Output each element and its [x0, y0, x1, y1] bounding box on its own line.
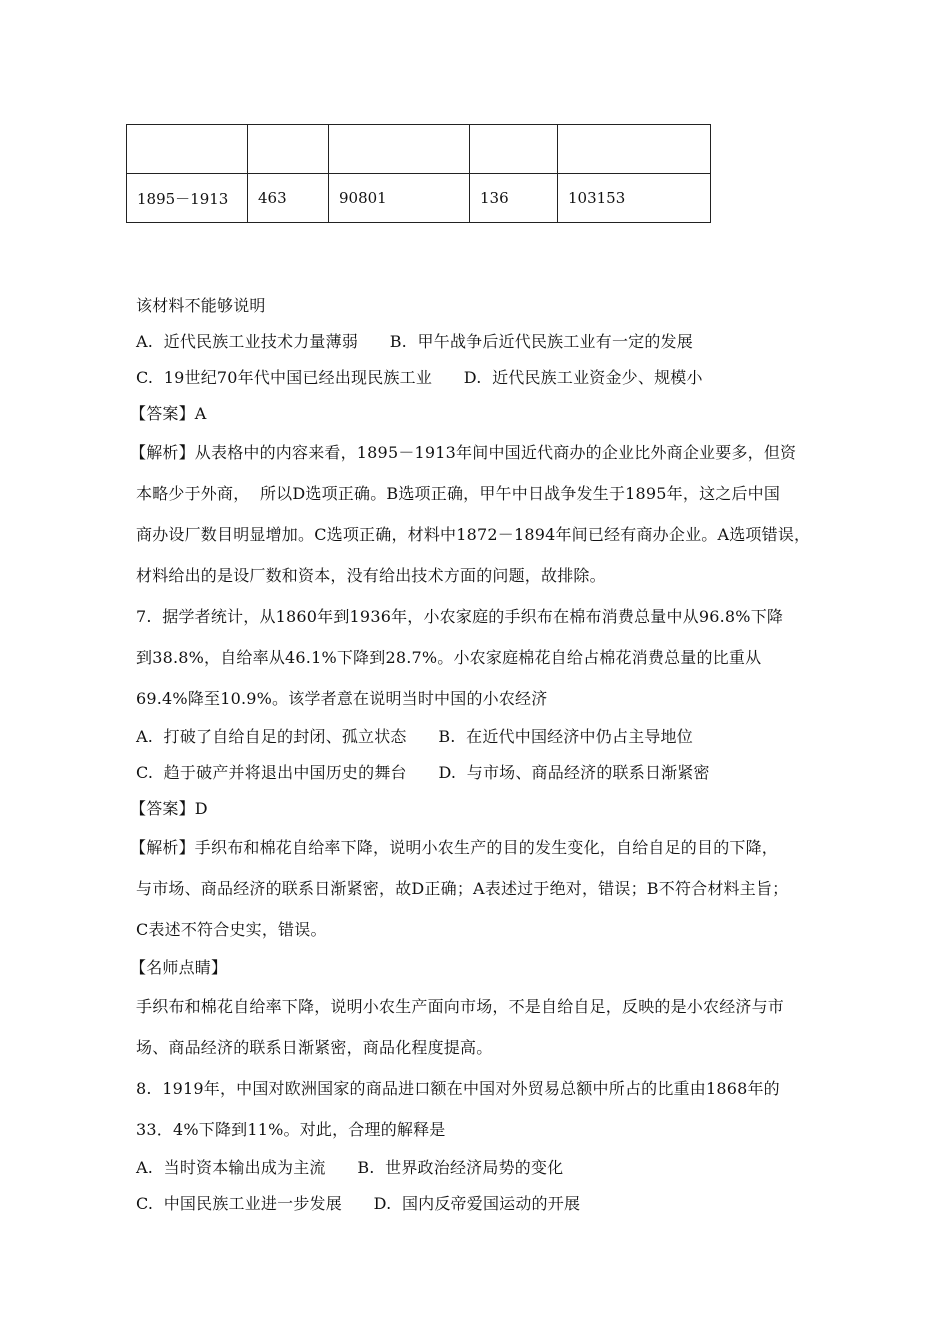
text-line: 本略少于外商， 所以D选项正确。B选项正确，甲午中日战争发生于1895年，这之后中国: [136, 484, 781, 503]
table-cell: [329, 125, 470, 174]
text-line: 材料给出的是设厂数和资本，没有给出技术方面的问题，故排除。: [136, 566, 606, 585]
text-line: 【答案】A: [130, 404, 207, 423]
table-cell: 90801: [329, 174, 470, 223]
text-line: C表述不符合史实，错误。: [136, 920, 327, 939]
text-line: 手织布和棉花自给率下降，说明小农生产面向市场，不是自给自足，反映的是小农经济与市: [136, 997, 785, 1016]
text-line: 69.4%降至10.9%。该学者意在说明当时中国的小农经济: [136, 689, 548, 708]
table-cell: [127, 125, 248, 174]
table-cell: 136: [470, 174, 558, 223]
table-row: [127, 174, 711, 223]
text-line: A. 近代民族工业技术力量薄弱 B. 甲午战争后近代民族工业有一定的发展: [136, 332, 693, 351]
text-line: A. 打破了自给自足的封闭、孤立状态 B. 在近代中国经济中仍占主导地位: [136, 727, 693, 746]
text-line: C. 趋于破产并将退出中国历史的舞台 D. 与市场、商品经济的联系日渐紧密: [136, 763, 710, 782]
document-body: [130, 288, 826, 1222]
text-line: 【名师点睛】: [130, 958, 228, 977]
text-line: 与市场、商品经济的联系日渐紧密，故D正确；A表述过于绝对，错误；B不符合材料主旨；: [136, 879, 789, 898]
text-line: 商办设厂数目明显增加。C选项正确，材料中1872－1894年间已经有商办企业。A选项错误，: [136, 525, 811, 544]
table-row: [127, 125, 711, 174]
text-line: 该材料不能够说明: [136, 296, 266, 315]
table-cell: 103153: [558, 174, 711, 223]
text-line: 33．4%下降到11%。对此，合理的解释是: [136, 1120, 446, 1139]
table-cell: [248, 125, 329, 174]
text-line: 8. 1919年，中国对欧洲国家的商品进口额在中国对外贸易总额中所占的比重由1868年的: [136, 1079, 780, 1098]
text-line: C. 中国民族工业进一步发展 D. 国内反帝爱国运动的开展: [136, 1194, 581, 1213]
data-table: [126, 124, 711, 223]
table-cell: [470, 125, 558, 174]
text-line: 到38.8%，自给率从46.1%下降到28.7%。小农家庭棉花自给占棉花消费总量的比重从: [136, 648, 762, 667]
table-cell: 463: [248, 174, 329, 223]
text-line: 【解析】从表格中的内容来看，1895－1913年间中国近代商办的企业比外商企业要多，但资: [130, 443, 797, 462]
table-cell: [558, 125, 711, 174]
text-line: 【解析】手织布和棉花自给率下降，说明小农生产的目的发生变化，自给自足的目的下降，: [130, 838, 779, 857]
text-line: 场、商品经济的联系日渐紧密，商品化程度提高。: [136, 1038, 493, 1057]
text-line: C. 19世纪70年代中国已经出现民族工业 D. 近代民族工业资金少、规模小: [136, 368, 703, 387]
text-line: 【答案】D: [130, 799, 208, 818]
table-cell: 1895－1913: [127, 174, 248, 223]
text-line: 7. 据学者统计，从1860年到1936年，小农家庭的手织布在棉布消费总量中从96.8%下降: [136, 607, 784, 626]
text-line: A. 当时资本输出成为主流 B. 世界政治经济局势的变化: [136, 1158, 564, 1177]
